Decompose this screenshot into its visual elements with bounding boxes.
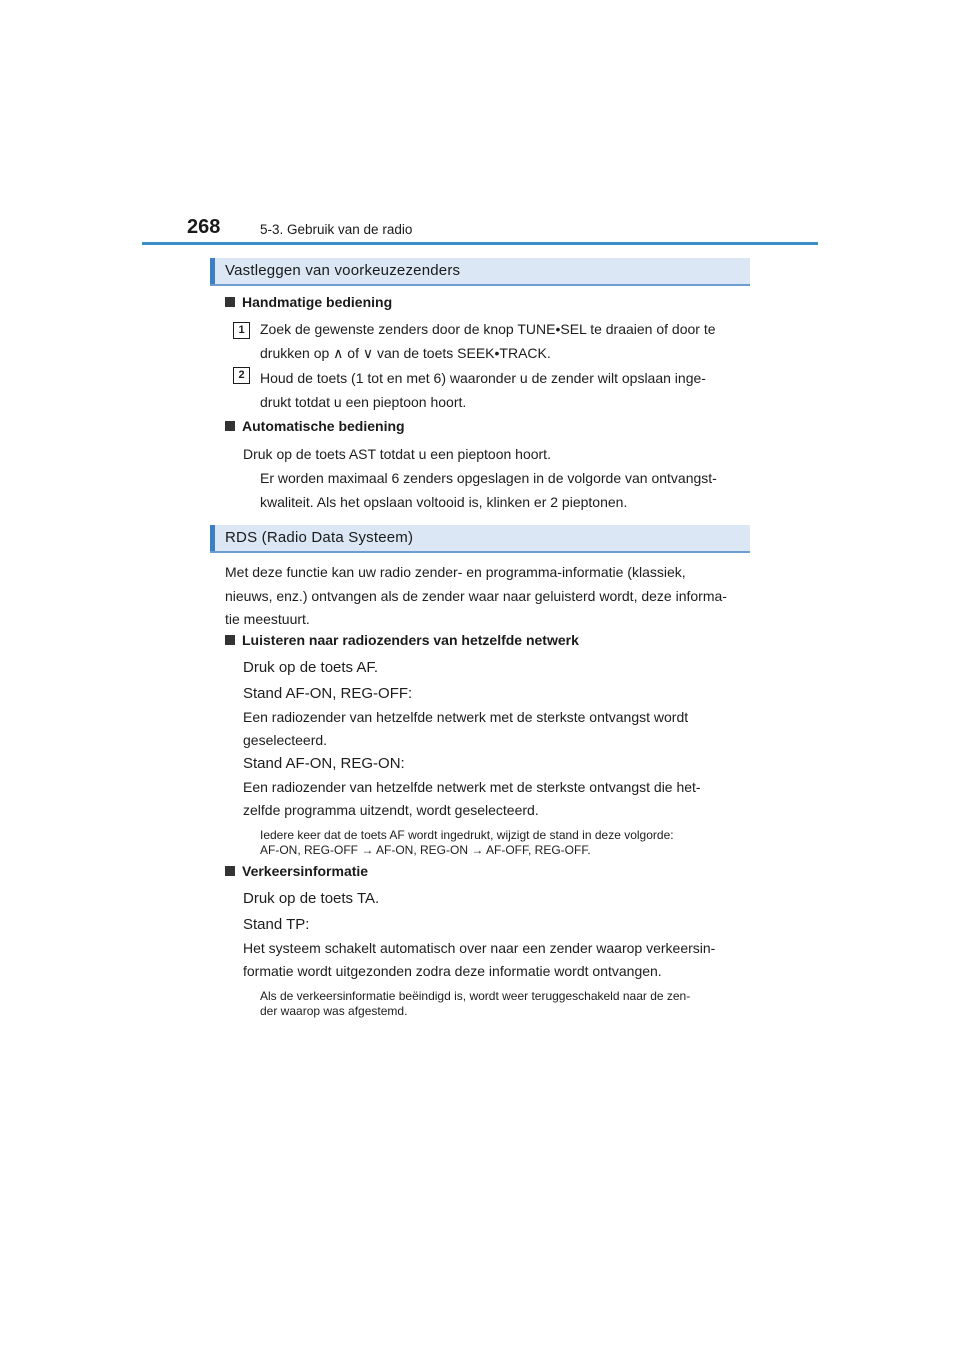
af-instruction: Druk op de toets AF. [243,659,379,676]
subheading-automatic: Automatische bediening [225,418,405,434]
auto-detail-line-2: kwaliteit. Als het opslaan voltooid is, klinken er 2 pieptonen. [260,494,628,510]
tp-line-1: Het systeem schakelt automatisch over naar een zender waarop verkeersin- [243,940,716,956]
rds-intro-line-3: tie meestuurt. [225,611,310,627]
section-heading-label: RDS (Radio Data Systeem) [225,529,414,546]
heading-accent-bar [210,525,215,551]
mode-af-on-reg-on-line-2: zelfde programma uitzendt, wordt geselecteerd. [243,802,539,818]
ta-instruction: Druk op de toets TA. [243,890,380,907]
section-heading-rds [210,525,750,553]
page-header [142,214,818,248]
mode-af-on-reg-off-title: Stand AF-ON, REG-OFF: [243,685,413,702]
heading-accent-bar [210,258,215,284]
step-number-1: 1 [233,322,250,339]
mode-af-on-reg-on-title: Stand AF-ON, REG-ON: [243,755,405,772]
section-heading-presets [210,258,750,286]
mode-tp-title: Stand TP: [243,916,310,933]
af-note-line-1: Iedere keer dat de toets AF wordt ingedrukt, wijzigt de stand in deze volgorde: [260,828,674,842]
subheading-network: Luisteren naar radiozenders van hetzelfde netwerk [225,632,579,648]
header-rule [142,242,818,245]
rds-intro-line-2: nieuws, enz.) ontvangen als de zender waar naar geluisterd wordt, deze informa- [225,588,727,604]
step-2-line-2: drukt totdat u een pieptoon hoort. [260,394,467,410]
subheading-manual: Handmatige bediening [225,294,392,310]
tp-line-2: formatie wordt uitgezonden zodra deze informatie wordt ontvangen. [243,963,662,979]
square-bullet-icon [225,635,235,645]
square-bullet-icon [225,297,235,307]
chapter-title: 5-3. Gebruik van de radio [260,222,413,237]
tp-note-line-1: Als de verkeersinformatie beëindigd is, wordt weer teruggeschakeld naar de zen- [260,989,691,1003]
mode-af-on-reg-on-line-1: Een radiozender van hetzelfde netwerk met de sterkste ontvangst die het- [243,779,701,795]
tp-note-line-2: der waarop was afgestemd. [260,1004,408,1018]
auto-detail-line-1: Er worden maximaal 6 zenders opgeslagen in de volgorde van ontvangst- [260,470,717,486]
square-bullet-icon [225,421,235,431]
step-2-line-1: Houd de toets (1 tot en met 6) waaronder u de zender wilt opslaan inge- [260,370,706,386]
mode-af-on-reg-off-line-1: Een radiozender van hetzelfde netwerk met de sterkste ontvangst wordt [243,709,689,725]
step-1-line-1: Zoek de gewenste zenders door de knop TUNE•SEL te draaien of door te [260,321,716,337]
step-number-2: 2 [233,367,250,384]
af-note-line-2: AF-ON, REG-OFF → AF-ON, REG-ON → AF-OFF, REG-OFF. [260,843,591,857]
rds-intro-line-1: Met deze functie kan uw radio zender- en programma-informatie (klassiek, [225,564,686,580]
page-number: 268 [187,216,221,238]
square-bullet-icon [225,866,235,876]
auto-instruction: Druk op de toets AST totdat u een pieptoon hoort. [243,446,551,462]
section-heading-label: Vastleggen van voorkeuzezenders [225,262,461,279]
subheading-traffic: Verkeersinformatie [225,863,368,879]
mode-af-on-reg-off-line-2: geselecteerd. [243,732,328,748]
step-1-line-2: drukken op ∧ of ∨ van de toets SEEK•TRACK. [260,345,551,361]
